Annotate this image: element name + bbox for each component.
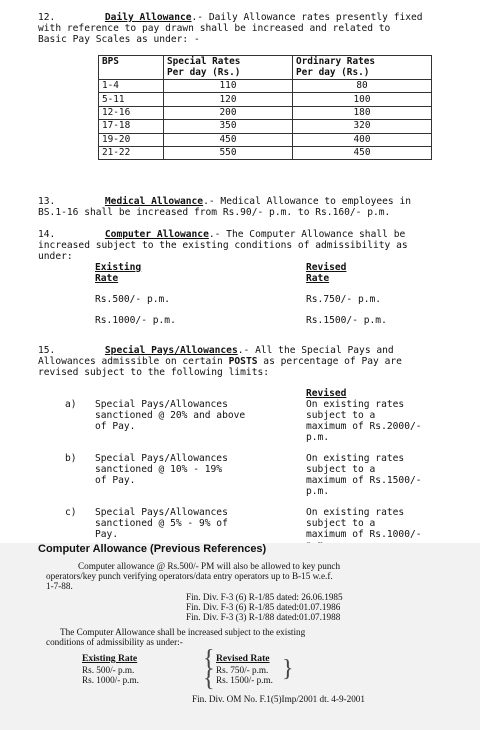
p15-item-a-rate4: p.m. bbox=[306, 432, 330, 443]
header-bps: BPS bbox=[99, 56, 164, 80]
refs-text3: 1-7-88. bbox=[46, 581, 73, 591]
p15-item-c-rate1: On existing rates bbox=[306, 507, 405, 518]
p15-item-b-rate3: maximum of Rs.1500/- bbox=[306, 475, 422, 486]
p14-number: 14. bbox=[38, 229, 56, 240]
p15-item-b-text2: sanctioned @ 10% - 19% bbox=[95, 464, 223, 475]
p14-existing-1: Rs.500/- p.m. bbox=[95, 294, 171, 305]
p15-number: 15. bbox=[38, 345, 56, 356]
p15-item-a-text1: Special Pays/Allowances bbox=[95, 399, 228, 410]
p15-item-a-text3: of Pay. bbox=[95, 421, 136, 432]
p14-revised-head1: Revised bbox=[306, 262, 347, 273]
p15-item-b-text3: of Pay. bbox=[95, 475, 136, 486]
p14-existing-2: Rs.1000/- p.m. bbox=[95, 315, 176, 326]
p13-title: Medical Allowance bbox=[104, 196, 204, 207]
p14-existing-head1: Existing bbox=[95, 262, 142, 273]
refs-citation1: Fin. Div. F-3 (6) R-1/85 dated: 26.06.1985 bbox=[186, 592, 343, 602]
table-row: 19-20 450 400 bbox=[99, 133, 432, 146]
p15-item-c-text2: sanctioned @ 5% - 9% of bbox=[95, 518, 228, 529]
brace-icon: } bbox=[282, 656, 294, 682]
brace-icon: { bbox=[203, 666, 215, 692]
p14-title: Computer Allowance bbox=[104, 229, 209, 240]
p14-line1: 14. Computer Allowance.- The Computer Allowance shall be bbox=[38, 229, 406, 240]
p13-line1: 13. Medical Allowance.- Medical Allowance to employees in bbox=[38, 196, 412, 207]
refs-existing-1: Rs. 500/- p.m. bbox=[82, 665, 135, 675]
references-heading: Computer Allowance (Previous References) bbox=[38, 543, 267, 555]
brace-icon: { bbox=[203, 646, 215, 672]
p15-item-c-label: c) bbox=[65, 507, 77, 518]
p13-line2: BS.1-16 shall be increased from Rs.90/- p.m. to Rs.160/- p.m. bbox=[38, 207, 391, 218]
table-row: 12-16 200 180 bbox=[99, 106, 432, 119]
p14-revised-head2: Rate bbox=[306, 273, 330, 284]
refs-citation3: Fin. Div. F-3 (3) R-1/88 dated:01.07.1988 bbox=[186, 612, 341, 622]
p14-line2: increased subject to the existing conditions of admissibility as bbox=[38, 240, 408, 251]
p15-item-b-rate4: p.m. bbox=[306, 486, 330, 497]
p14-existing-head2: Rate bbox=[95, 273, 119, 284]
p15-line1: 15. Special Pays/Allowances.- All the Special Pays and bbox=[38, 345, 394, 356]
p15-item-c-text3: Pay. bbox=[95, 529, 119, 540]
p15-item-b-rate1: On existing rates bbox=[306, 453, 405, 464]
refs-text1: Computer allowance @ Rs.500/- PM will also be allowed to key punch bbox=[78, 561, 341, 571]
refs-text4: The Computer Allowance shall be increased subject to the existing bbox=[60, 627, 306, 637]
refs-revised-1: Rs. 750/- p.m. bbox=[216, 665, 269, 675]
p15-item-c-text1: Special Pays/Allowances bbox=[95, 507, 228, 518]
p15-item-a-rate3: maximum of Rs.2000/- bbox=[306, 421, 422, 432]
p12-number: 12. bbox=[38, 12, 56, 23]
refs-existing-head: Existing Rate bbox=[82, 653, 138, 664]
p15-revised-head: Revised bbox=[306, 388, 347, 399]
p14-revised-2: Rs.1500/- p.m. bbox=[306, 315, 387, 326]
refs-footer: Fin. Div. OM No. F.1(5)Imp/2001 dt. 4-9-2001 bbox=[192, 694, 365, 704]
p12-text1: .- Daily Allowance rates presently fixed bbox=[191, 12, 423, 23]
p15-item-c-rate3: maximum of Rs.1000/- bbox=[306, 529, 422, 540]
table-row: 5-11 120 100 bbox=[99, 93, 432, 106]
refs-revised-2: Rs. 1500/- p.m. bbox=[216, 675, 273, 685]
p15-item-a-rate2: subject to a bbox=[306, 410, 376, 421]
p15-line2: Allowances admissible on certain POSTS as percentage of Pay are bbox=[38, 356, 402, 367]
p15-item-b-rate2: subject to a bbox=[306, 464, 376, 475]
p13-number: 13. bbox=[38, 196, 56, 207]
p12-line3: Basic Pay Scales as under: - bbox=[38, 34, 200, 45]
p15-item-b-label: b) bbox=[65, 453, 77, 464]
p15-item-a-rate1: On existing rates bbox=[306, 399, 405, 410]
p14-line3: under: bbox=[38, 251, 73, 262]
p14-revised-1: Rs.750/- p.m. bbox=[306, 294, 382, 305]
p15-item-b-text1: Special Pays/Allowances bbox=[95, 453, 228, 464]
refs-text5: conditions of admissibility as under:- bbox=[46, 637, 183, 647]
table-row: 17-18 350 320 bbox=[99, 120, 432, 133]
p15-item-a-label: a) bbox=[65, 399, 77, 410]
p15-title: Special Pays/Allowances bbox=[104, 345, 238, 356]
p15-line3: revised subject to the following limits: bbox=[38, 367, 270, 378]
table-row: 21-22 550 450 bbox=[99, 146, 432, 159]
p12-title: Daily Allowance bbox=[104, 12, 192, 23]
p15-item-a-text2: sanctioned @ 20% and above bbox=[95, 410, 246, 421]
p12-line2: with reference to pay drawn shall be increased and related to bbox=[38, 23, 391, 34]
header-ordinary: Ordinary Rates Per day (Rs.) bbox=[293, 56, 432, 80]
refs-text2: operators/key punch verifying operators/data entry operators up to B-15 w.e.f. bbox=[46, 571, 333, 581]
refs-citation2: Fin. Div. F-3 (6) R-1/85 dated:01.07.1986 bbox=[186, 602, 341, 612]
table-row: 1-4 110 80 bbox=[99, 80, 432, 93]
refs-revised-head: Revised Rate bbox=[216, 653, 270, 664]
p12-line1 bbox=[38, 12, 423, 24]
refs-existing-2: Rs. 1000/- p.m. bbox=[82, 675, 139, 685]
p15-item-c-rate2: subject to a bbox=[306, 518, 376, 529]
header-special: Special Rates Per day (Rs.) bbox=[164, 56, 293, 80]
table-header-row bbox=[99, 56, 432, 80]
bps-rates-table bbox=[98, 55, 432, 160]
